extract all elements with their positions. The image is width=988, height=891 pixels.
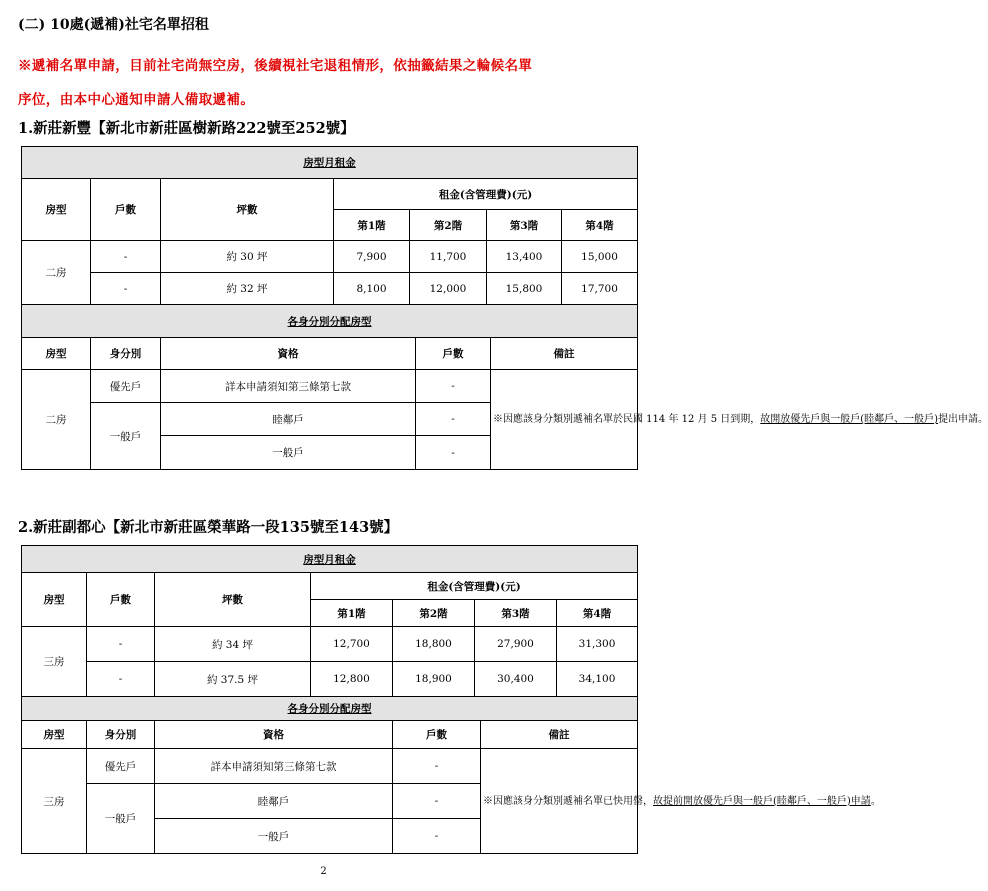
site1-priority-identity: 優先戶 — [91, 370, 161, 403]
site1-alloc-header-room-type: 房型 — [22, 338, 91, 370]
site1-general-qualification-2: 一般戶 — [161, 436, 416, 470]
site1-alloc-table — [21, 304, 988, 470]
site2-row2-units: - — [87, 662, 155, 697]
site1-title: 1.新莊新豐【新北市新莊區樹新路222號至252號】 — [18, 120, 355, 137]
site1-row1-rent-1: 7,900 — [334, 241, 410, 273]
site2-alloc-header-room-type: 房型 — [22, 721, 87, 749]
site2-header-floor-2: 第2階 — [393, 600, 475, 627]
site2-priority-units: - — [393, 749, 481, 784]
site1-header-rent-group: 租金(含管理費)(元) — [334, 179, 638, 210]
site2-row2-area: 約 37.5 坪 — [155, 662, 311, 697]
site1-row2-area: 約 32 坪 — [161, 273, 334, 305]
site2-header-floor-1: 第1階 — [311, 600, 393, 627]
site2-general-units-2: - — [393, 819, 481, 854]
site2-header-room-type: 房型 — [22, 573, 87, 627]
site1-general-identity: 一般戶 — [91, 403, 161, 470]
site2-header-units: 戶數 — [87, 573, 155, 627]
site1-row1-rent-3: 13,400 — [487, 241, 562, 273]
site2-row1-area: 約 34 坪 — [155, 627, 311, 662]
site2-header-floor-3: 第3階 — [475, 600, 557, 627]
site2-row1-rent-3: 27,900 — [475, 627, 557, 662]
site2-rent-table — [21, 545, 638, 697]
site2-title: 2.新莊副都心【新北市新莊區榮華路一段135號至143號】 — [18, 519, 399, 536]
site1-priority-qualification: 詳本申請須知第三條第七款 — [161, 370, 416, 403]
site2-general-qualification-1: 睦鄰戶 — [155, 784, 393, 819]
site1-alloc-caption: 各身分別分配房型 — [22, 305, 638, 338]
table-row — [22, 749, 638, 784]
site2-room-type: 三房 — [22, 627, 87, 697]
site2-alloc-room-type: 三房 — [22, 749, 87, 854]
site2-row1-rent-1: 12,700 — [311, 627, 393, 662]
site2-header-area: 坪數 — [155, 573, 311, 627]
site1-row2-rent-3: 15,800 — [487, 273, 562, 305]
site1-row2-rent-2: 12,000 — [410, 273, 487, 305]
site1-header-room-type: 房型 — [22, 179, 91, 241]
site1-remark: ※因應該身分類別遞補名單於民國 114 年 12 月 5 日到期，故開放優先戶與一般戶(睦鄰戶、一般戶)提出申請。 — [491, 370, 638, 470]
site2-alloc-table — [21, 696, 881, 854]
table-row — [22, 241, 638, 273]
site1-row1-rent-2: 11,700 — [410, 241, 487, 273]
site2-alloc-header-identity: 身分別 — [87, 721, 155, 749]
site1-row1-units: - — [91, 241, 161, 273]
site1-row1-rent-4: 15,000 — [562, 241, 638, 273]
site1-room-type: 二房 — [22, 241, 91, 305]
site2-priority-qualification: 詳本申請須知第三條第七款 — [155, 749, 393, 784]
site2-alloc-caption: 各身分別分配房型 — [22, 697, 638, 721]
site1-header-area: 坪數 — [161, 179, 334, 241]
site2-alloc-header-remark: 備註 — [481, 721, 638, 749]
site2-general-qualification-2: 一般戶 — [155, 819, 393, 854]
site1-header-floor-1: 第1階 — [334, 210, 410, 241]
notice-line-1: ※遞補名單申請，目前社宅尚無空房，後續視社宅退租情形，依抽籤結果之輪候名單 — [18, 58, 533, 74]
site2-priority-identity: 優先戶 — [87, 749, 155, 784]
site1-rent-table — [21, 146, 638, 305]
site1-header-floor-3: 第3階 — [487, 210, 562, 241]
site1-row2-rent-1: 8,100 — [334, 273, 410, 305]
site2-row2-rent-1: 12,800 — [311, 662, 393, 697]
site1-header-floor-2: 第2階 — [410, 210, 487, 241]
site2-row1-rent-2: 18,800 — [393, 627, 475, 662]
site2-alloc-header-qualification: 資格 — [155, 721, 393, 749]
site1-priority-units: - — [416, 370, 491, 403]
site2-row2-rent-3: 30,400 — [475, 662, 557, 697]
site1-row1-area: 約 30 坪 — [161, 241, 334, 273]
site1-row2-rent-4: 17,700 — [562, 273, 638, 305]
site1-header-floor-4: 第4階 — [562, 210, 638, 241]
site1-header-units: 戶數 — [91, 179, 161, 241]
section-heading: (二) 10處(遞補)社宅名單招租 — [18, 17, 209, 33]
site2-general-units-1: - — [393, 784, 481, 819]
site2-header-floor-4: 第4階 — [557, 600, 638, 627]
site1-alloc-room-type: 二房 — [22, 370, 91, 470]
site2-general-identity: 一般戶 — [87, 784, 155, 854]
site2-alloc-header-units: 戶數 — [393, 721, 481, 749]
site1-general-units-2: - — [416, 436, 491, 470]
table-row — [22, 370, 638, 403]
site1-general-qualification-1: 睦鄰戶 — [161, 403, 416, 436]
site2-remark: ※因應該身分類別遞補名單已快用罄，故提前開放優先戶與一般戶(睦鄰戶、一般戶)申請。 — [481, 749, 638, 854]
site1-alloc-header-identity: 身分別 — [91, 338, 161, 370]
site2-row2-rent-4: 34,100 — [557, 662, 638, 697]
site2-row1-units: - — [87, 627, 155, 662]
site1-alloc-header-units: 戶數 — [416, 338, 491, 370]
table-row — [22, 662, 638, 697]
site1-general-units-1: - — [416, 403, 491, 436]
site1-alloc-header-remark: 備註 — [491, 338, 638, 370]
site1-rent-caption: 房型月租金 — [22, 147, 638, 179]
site2-row1-rent-4: 31,300 — [557, 627, 638, 662]
notice-line-2: 序位，由本中心通知申請人備取遞補。 — [18, 92, 255, 108]
page-number: 2 — [320, 866, 327, 877]
site2-header-rent-group: 租金(含管理費)(元) — [311, 573, 638, 600]
site1-alloc-header-qualification: 資格 — [161, 338, 416, 370]
table-row — [22, 627, 638, 662]
site2-rent-caption: 房型月租金 — [22, 546, 638, 573]
table-row — [22, 273, 638, 305]
site2-row2-rent-2: 18,900 — [393, 662, 475, 697]
site1-row2-units: - — [91, 273, 161, 305]
